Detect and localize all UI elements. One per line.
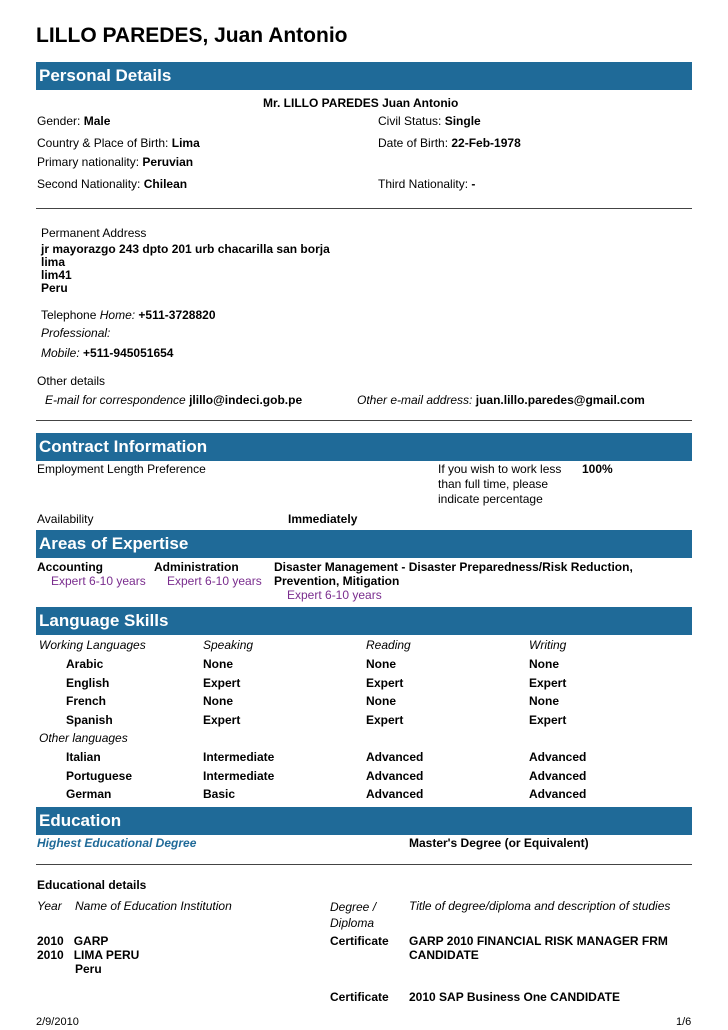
availability-value: Immediately: [288, 512, 358, 526]
telephone-label: Telephone: [41, 308, 97, 322]
language-name: English: [66, 675, 110, 690]
writing-level: None: [529, 657, 559, 671]
second-nationality-label: Second Nationality:: [37, 177, 141, 191]
dob-value: 22-Feb-1978: [451, 136, 521, 150]
email-label: E-mail for correspondence: [45, 393, 186, 407]
full-name: Mr. LILLO PAREDES Juan Antonio: [263, 96, 459, 110]
writing-level: Advanced: [529, 750, 587, 764]
address-label: Permanent Address: [41, 226, 147, 240]
expertise-item: [274, 560, 633, 602]
gender-value: Male: [83, 114, 111, 128]
mobile-row: [41, 346, 173, 360]
education-institution: Peru: [75, 962, 102, 976]
parttime-label-line: If you wish to work less: [438, 462, 562, 476]
other-languages-label: Other languages: [39, 731, 128, 745]
expertise-level: Expert 6-10 years: [51, 574, 146, 588]
speaking-level: None: [203, 694, 233, 709]
educational-details-label: Educational details: [37, 878, 147, 892]
education-year: 2010: [37, 934, 64, 948]
divider: [36, 864, 692, 865]
speaking-level: Expert: [203, 675, 241, 690]
email-value: jlillo@indeci.gob.pe: [189, 393, 303, 407]
primary-nationality-label: Primary nationality:: [37, 155, 140, 169]
education-year: 2010: [37, 948, 64, 962]
speaking-level: None: [203, 657, 233, 671]
birthplace-row: [37, 136, 200, 150]
expertise-title: Administration: [154, 560, 239, 574]
highest-degree-label: Highest Educational Degree: [37, 836, 197, 850]
candidate-name: LILLO PAREDES, Juan Antonio: [36, 24, 348, 47]
education-title-line: CANDIDATE: [409, 948, 479, 962]
dob-label: Date of Birth:: [378, 136, 449, 150]
gender-row: [37, 114, 110, 128]
education-title: 2010 SAP Business One CANDIDATE: [409, 990, 620, 1004]
education-degree: Certificate: [330, 934, 389, 948]
civil-status-row: [378, 114, 481, 128]
dob-row: [378, 136, 521, 150]
reading-level: None: [366, 657, 396, 671]
third-nationality-row: [378, 177, 475, 191]
education-degree: Certificate: [330, 990, 389, 1004]
parttime-label-line: than full time, please: [438, 477, 549, 491]
primary-nationality-value: Peruvian: [142, 155, 194, 169]
expertise-title: Disaster Management - Disaster Preparedness/Risk Reduction,: [274, 560, 633, 574]
col-degree: [330, 899, 376, 931]
expertise-header: Areas of Expertise: [36, 530, 692, 558]
other-details-label: Other details: [37, 374, 106, 388]
civil-status-label: Civil Status:: [378, 114, 442, 128]
education-title-line: GARP 2010 FINANCIAL RISK MANAGER FRM: [409, 934, 668, 948]
expertise-level: Expert 6-10 years: [287, 588, 382, 602]
language-name: Portuguese: [66, 768, 133, 783]
mobile-phone: +511-945051654: [83, 346, 174, 360]
col-degree-line: Degree /: [330, 900, 377, 914]
reading-level: Expert: [366, 675, 404, 690]
speaking-level: Intermediate: [203, 768, 275, 783]
parttime-label: [438, 462, 561, 507]
other-email-row: [357, 393, 645, 407]
mobile-label: Mobile:: [41, 346, 80, 360]
col-writing: Writing: [529, 638, 567, 652]
language-name: French: [66, 694, 107, 709]
education-institution: GARP: [73, 934, 109, 948]
address-line: lim41: [41, 268, 72, 282]
col-degree-line: Diploma: [330, 916, 375, 930]
expertise-item: [37, 560, 146, 588]
telephone-home-row: [41, 308, 216, 322]
employment-length-label: Employment Length Preference: [37, 462, 206, 476]
parttime-value: 100%: [582, 462, 613, 476]
speaking-level: Expert: [203, 712, 241, 727]
personal-details-header: Personal Details: [36, 62, 692, 90]
col-institution: Name of Education Institution: [75, 899, 232, 913]
education-header: Education: [36, 807, 692, 835]
address-line: jr mayorazgo 243 dpto 201 urb chacarilla san borja: [41, 242, 330, 256]
writing-level: Expert: [529, 712, 567, 727]
writing-level: Expert: [529, 675, 567, 690]
birthplace-value: Lima: [171, 136, 200, 150]
other-email-label: Other e-mail address:: [357, 393, 473, 407]
education-title: [409, 934, 668, 962]
professional-label: Professional:: [41, 326, 111, 340]
footer-page: 1/6: [676, 1016, 692, 1028]
third-nationality-value: -: [471, 177, 476, 191]
language-name: Italian: [66, 750, 101, 764]
reading-level: Advanced: [366, 750, 424, 764]
col-reading: Reading: [366, 638, 411, 652]
writing-level: Advanced: [529, 768, 587, 783]
speaking-level: Basic: [203, 787, 236, 802]
birthplace-label: Country & Place of Birth:: [37, 136, 169, 150]
email-row: [45, 393, 302, 407]
address-line: lima: [41, 255, 66, 269]
col-working-languages: Working Languages: [39, 638, 146, 652]
reading-level: Advanced: [366, 768, 424, 783]
expertise-title: Prevention, Mitigation: [274, 574, 400, 588]
education-institution: LIMA PERU: [73, 948, 140, 962]
parttime-label-line: indicate percentage: [438, 492, 543, 506]
second-nationality-row: [37, 177, 187, 191]
home-label: Home:: [99, 308, 136, 322]
footer-date: 2/9/2010: [36, 1016, 79, 1028]
other-email-value: juan.lillo.paredes@gmail.com: [475, 393, 645, 407]
divider: [36, 420, 692, 421]
language-name: Arabic: [66, 657, 104, 671]
contract-header: Contract Information: [36, 433, 692, 461]
expertise-title: Accounting: [37, 560, 103, 574]
language-name: Spanish: [66, 712, 113, 727]
reading-level: None: [366, 694, 396, 709]
second-nationality-value: Chilean: [143, 177, 188, 191]
primary-nationality-row: [37, 155, 193, 169]
reading-level: Advanced: [366, 787, 424, 802]
third-nationality-label: Third Nationality:: [378, 177, 469, 191]
professional-phone-row: [41, 326, 110, 340]
civil-status-value: Single: [444, 114, 481, 128]
address-line: Peru: [41, 281, 68, 295]
language-header: Language Skills: [36, 607, 692, 635]
speaking-level: Intermediate: [203, 750, 275, 764]
availability-label: Availability: [37, 512, 94, 526]
col-year: Year: [37, 899, 62, 913]
reading-level: Expert: [366, 712, 404, 727]
writing-level: Advanced: [529, 787, 587, 802]
col-title: Title of degree/diploma and description of studies: [409, 899, 671, 913]
home-phone: +511-3728820: [138, 308, 216, 322]
expertise-level: Expert 6-10 years: [167, 574, 262, 588]
expertise-item: [154, 560, 262, 588]
divider: [36, 208, 692, 209]
col-speaking: Speaking: [203, 638, 254, 652]
highest-degree-value: Master's Degree (or Equivalent): [409, 836, 589, 850]
language-name: German: [66, 787, 112, 802]
writing-level: None: [529, 694, 559, 709]
gender-label: Gender:: [37, 114, 81, 128]
education-row: [37, 934, 139, 976]
address-block: [41, 243, 330, 295]
